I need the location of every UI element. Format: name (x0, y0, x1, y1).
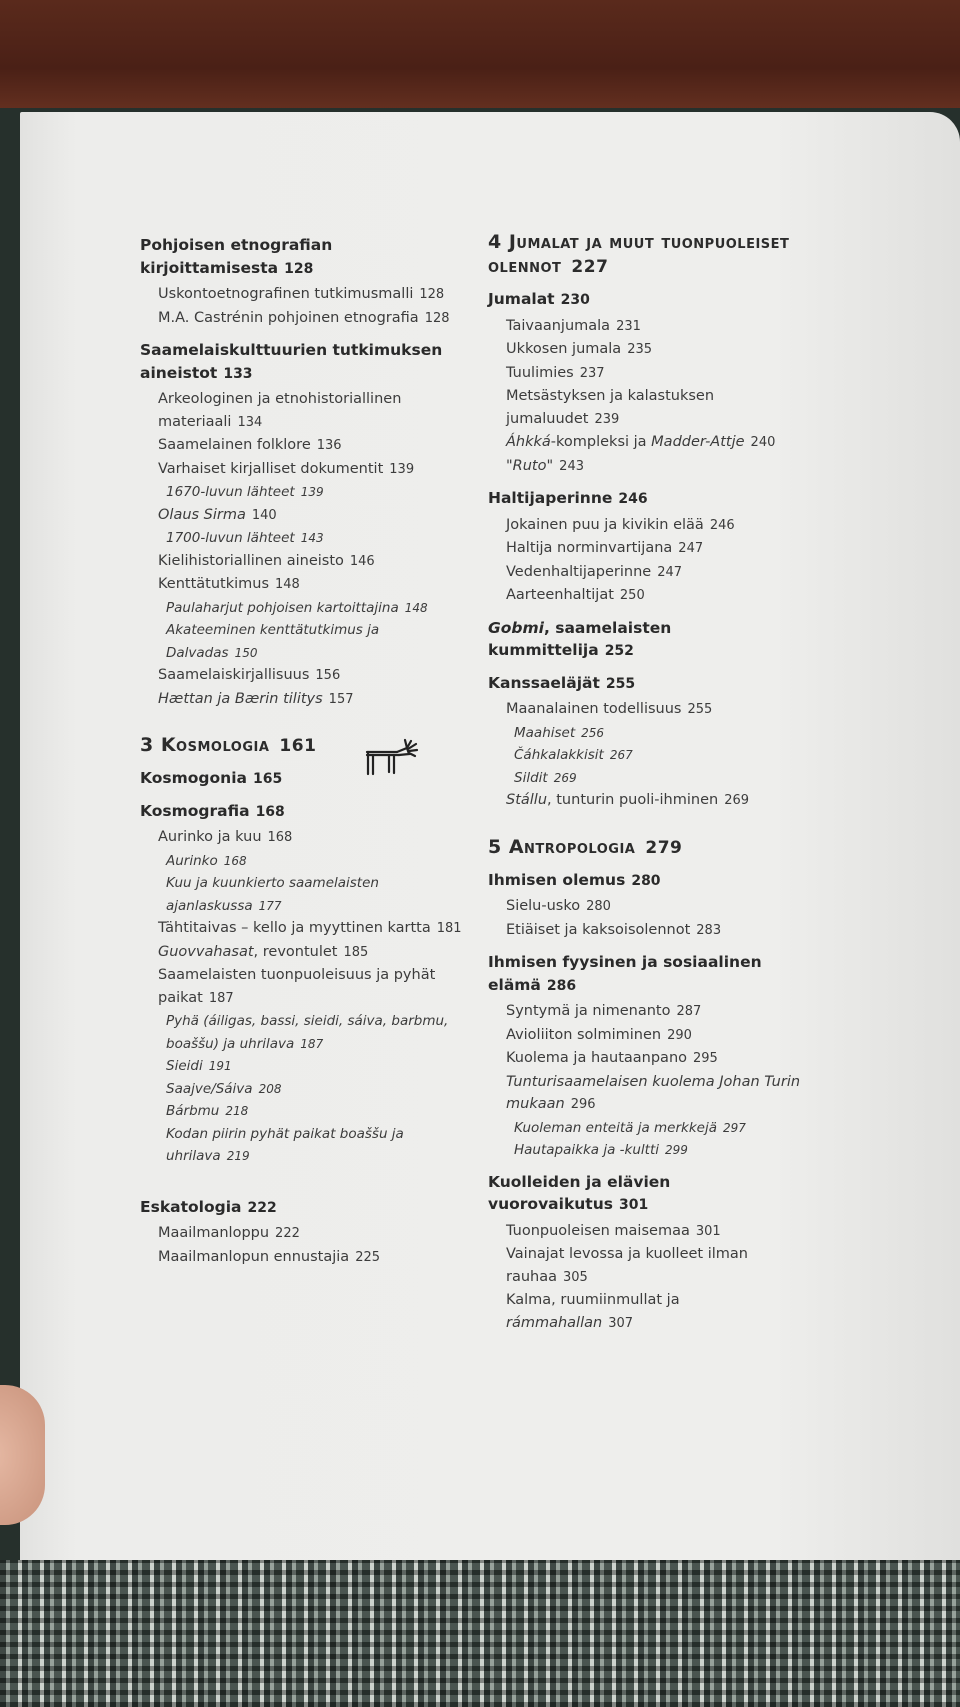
toc-entry-s (488, 338, 806, 362)
toc-entry-s (488, 789, 806, 813)
toc-entry-ss (140, 850, 470, 873)
toc-entry-title: Tuonpuoleisen maisemaa (506, 1222, 690, 1239)
toc-entry-ss (140, 1123, 470, 1168)
toc-entry-title: Sielu-usko (506, 898, 581, 914)
toc-entry-title: Kuolema ja hautaanpano (506, 1050, 688, 1066)
toc-entry-title: 4 Jumalat ja muut tuonpuoleiset olennot (488, 231, 790, 277)
toc-entry-title: Eskatologia (140, 1197, 242, 1216)
toc-entry-h (140, 800, 470, 824)
toc-page-number: 305 (563, 1269, 588, 1285)
toc-entry-title: Saamelaiskulttuurien tutkimuksen aineistot (140, 341, 443, 382)
toc-entry-title: Vedenhaltijaperinne (506, 563, 652, 580)
toc-page-number: 157 (328, 691, 354, 707)
toc-page-number: 280 (631, 872, 661, 889)
toc-entry-ss (140, 1055, 470, 1078)
woven-mat (0, 1560, 960, 1707)
toc-entry-title: Guovvahasat (158, 943, 254, 960)
toc-entry-title: Kenttätutkimus (158, 576, 270, 592)
toc-entry-h (140, 234, 470, 280)
toc-entry-title: Kuoleman enteitä ja merkkejä (514, 1119, 717, 1136)
toc-page-number: 279 (645, 837, 683, 858)
toc-entry-title: Gobmi (488, 618, 544, 637)
toc-page-number: 256 (581, 725, 605, 740)
toc-page-number: 297 (723, 1120, 746, 1135)
toc-entry-title: Aurinko ja kuu (158, 829, 262, 845)
toc-entry-title: Olaus Sirma (158, 506, 246, 523)
toc-page-number: 240 (750, 435, 776, 450)
toc-entry-title: 1670-luvun lähteet (166, 484, 295, 500)
toc-page-number: 218 (225, 1104, 249, 1118)
toc-entry-title: Hautapaikka ja -kultti (514, 1142, 659, 1158)
toc-entry-title: Sieidi (166, 1058, 203, 1074)
toc-entry-s (140, 688, 470, 712)
toc-entry-title: Sildit (514, 769, 548, 786)
toc-page-number: 222 (275, 1226, 300, 1241)
toc-page-number: 140 (251, 507, 277, 523)
toc-entry-s (140, 283, 470, 307)
toc-entry-title: M.A. Castrénin pohjoinen etnografia (158, 309, 419, 326)
toc-page-number: 287 (676, 1004, 702, 1019)
toc-page-number: 290 (667, 1027, 692, 1043)
toc-entry-s (488, 1220, 806, 1244)
toc-entry-s (140, 434, 470, 458)
toc-entry-title: Kanssaeläjät (488, 673, 600, 692)
toc-entry-s (140, 664, 470, 688)
toc-entry-title: Haltijaperinne (488, 489, 613, 507)
toc-entry-title: Kosmografia (140, 801, 250, 820)
toc-entry-h (488, 487, 806, 511)
toc-entry-ss (488, 1139, 806, 1162)
toc-entry-s (140, 964, 470, 1010)
toc-entry-part (488, 230, 806, 279)
toc-page-number: 208 (258, 1081, 282, 1096)
toc-entry-title: Uskontoetnografinen tutkimusmalli (158, 286, 414, 302)
toc-entry-title: Saamelaisten tuonpuoleisuus ja pyhät paikat (158, 967, 436, 1006)
toc-page-number: 128 (424, 310, 450, 326)
toc-entry-title: Saamelaiskirjallisuus (158, 667, 310, 683)
toc-page-number: 269 (724, 793, 750, 808)
toc-entry-s (488, 514, 806, 538)
toc-entry-s (140, 458, 470, 482)
toc-entry-s (140, 1246, 470, 1270)
toc-entry-h (140, 339, 470, 385)
toc-entry-title: Kalma, ruumiinmullat ja (506, 1292, 680, 1308)
toc-entry-title: Kuolleiden ja elävien vuorovaikutus (488, 1172, 671, 1213)
toc-page-number: 246 (618, 491, 648, 507)
toc-entry-title: Etiäiset ja kaksoisolennot (506, 921, 691, 938)
toc-entry-title: , tunturin puoli-ihminen (547, 792, 719, 808)
toc-entry-title: Aarteenhaltijat (506, 587, 614, 603)
toc-entry-title: 1700-luvun lähteet (166, 530, 295, 546)
toc-entry-title: , saamelaisten kummittelija (488, 618, 672, 659)
toc-entry-ss (488, 744, 806, 767)
toc-entry-h (488, 869, 806, 893)
toc-entry-ss (140, 597, 470, 620)
toc-entry-s (488, 315, 806, 339)
toc-page-number: 222 (247, 1199, 277, 1216)
toc-entry-ss (140, 1100, 470, 1123)
toc-entry-s (140, 826, 470, 850)
toc-entry-title: Kodan piirin pyhät paikat boaššu ja uhrilava (166, 1125, 404, 1164)
toc-entry-part (140, 733, 470, 758)
toc-page-number: 227 (571, 257, 609, 277)
toc-entry-s (488, 1243, 806, 1289)
toc-entry-title: 5 Antropologia (488, 835, 636, 858)
toc-entry-s (488, 455, 806, 479)
toc-entry-title: Áhkká (506, 434, 551, 450)
toc-page-number: 161 (279, 736, 317, 756)
toc-entry-title: Saamelainen folklore (158, 437, 311, 453)
toc-page-number: 267 (609, 748, 633, 762)
toc-page-number: 219 (226, 1149, 250, 1163)
toc-entry-ss (140, 481, 470, 504)
toc-page-number: 246 (709, 517, 735, 533)
toc-entry-s (488, 362, 806, 386)
toc-page-number: 187 (208, 990, 234, 1006)
toc-entry-h (140, 1196, 470, 1220)
reindeer-icon (363, 738, 419, 778)
toc-entry-title: Kosmogonia (140, 769, 247, 787)
toc-entry-title: Tähtitaivas – kello ja myyttinen kartta (158, 920, 431, 936)
thumb (0, 1385, 45, 1525)
toc-entry-title: Tunturisaamelaisen kuolema Johan Turin mukaan (506, 1073, 801, 1112)
toc-page-number: 299 (665, 1143, 688, 1157)
toc-entry-s (488, 1024, 806, 1048)
toc-entry-title: Hættan ja Bærin tilitys (158, 690, 323, 707)
toc-entry-s (140, 550, 470, 574)
toc-entry-s (488, 1071, 806, 1117)
toc-page-number: 225 (355, 1249, 381, 1265)
toc-entry-title: Madder-Attje (651, 434, 745, 450)
toc-entry-s (140, 573, 470, 597)
toc-entry-h (488, 951, 806, 997)
toc-entry-title: Aurinko (166, 852, 218, 869)
toc-page-number: 168 (223, 853, 247, 868)
toc-page-number: 133 (223, 365, 253, 382)
toc-page-number: 139 (389, 461, 415, 477)
toc-right-column (488, 230, 806, 1335)
toc-entry-s (140, 388, 470, 434)
toc-entry-title: -kompleksi ja (550, 434, 652, 450)
toc-entry-s (488, 1047, 806, 1071)
toc-page-number: 148 (404, 600, 428, 615)
toc-page-number: 168 (255, 803, 285, 820)
toc-entry-title: Ukkosen jumala (506, 341, 622, 357)
toc-entry-s (488, 385, 806, 431)
toc-page-number: 235 (627, 342, 653, 357)
toc-entry-ss (140, 619, 470, 664)
toc-entry-title: Pohjoisen etnografian kirjoittamisesta (140, 236, 333, 277)
toc-entry-s (140, 1222, 470, 1246)
toc-entry-title: Vainajat levossa ja kuolleet ilman rauhaa (506, 1246, 748, 1285)
toc-entry-h (488, 288, 806, 312)
toc-page-number: 128 (419, 287, 445, 302)
toc-page-number: 243 (559, 458, 584, 474)
toc-page-number: 128 (284, 260, 314, 277)
toc-entry-s (488, 1000, 806, 1024)
toc-entry-title: Kielihistoriallinen aineisto (158, 552, 344, 569)
toc-entry-h (488, 617, 806, 663)
toc-entry-part (488, 835, 806, 860)
toc-page-number: 307 (608, 1315, 634, 1331)
toc-page-number: 252 (604, 643, 634, 659)
toc-page-number: 280 (586, 899, 611, 914)
toc-entry-title: Akateeminen kenttätutkimus ja Dalvadas (166, 622, 380, 661)
toc-page-number: 136 (316, 438, 342, 453)
toc-entry-h (488, 672, 806, 696)
toc-entry-title: Arkeologinen ja etnohistoriallinen materiaali (158, 391, 402, 430)
toc-entry-title: Kuu ja kuunkierto saamelaisten ajanlaskussa (166, 875, 379, 914)
toc-page-number: 139 (300, 485, 324, 499)
toc-entry-title: Maanalainen todellisuus (506, 701, 682, 717)
toc-page-number: 250 (619, 588, 645, 603)
toc-entry-title: Maailmanloppu (158, 1225, 270, 1241)
toc-entry-title: Maahiset (514, 724, 576, 741)
toc-entry-s (488, 537, 806, 561)
toc-page-number: 156 (315, 668, 341, 683)
toc-page-number: 286 (546, 977, 577, 994)
toc-entry-title: Metsästyksen ja kalastuksen jumaluudet (506, 388, 715, 427)
toc-entry-title: Ihmisen fyysinen ja sosiaalinen elämä (488, 953, 762, 994)
toc-entry-title: Maailmanlopun ennustajia (158, 1248, 350, 1265)
toc-entry-h (140, 767, 470, 791)
toc-page-number: 239 (594, 411, 620, 427)
toc-page-number: 134 (237, 414, 263, 430)
toc-page-number: 296 (570, 1097, 596, 1112)
toc-entry-title: Varhaiset kirjalliset dokumentit (158, 460, 384, 477)
toc-entry-ss (140, 527, 470, 550)
toc-entry-title: Syntymä ja nimenanto (506, 1003, 671, 1019)
toc-page-number: 168 (267, 830, 293, 845)
toc-entry-ss (488, 722, 806, 745)
toc-page-number: 247 (678, 541, 704, 556)
toc-entry-title: , revontulet (253, 943, 338, 960)
toc-entry-s (488, 698, 806, 722)
toc-entry-title: rámmahallan (506, 1314, 603, 1331)
toc-page-number: 301 (695, 1223, 721, 1239)
toc-entry-s (140, 504, 470, 528)
toc-page-number: 191 (208, 1059, 232, 1073)
toc-page-number: 247 (657, 564, 683, 580)
toc-entry-title: Avioliiton solmiminen (506, 1026, 662, 1043)
toc-entry-s (140, 917, 470, 941)
toc-entry-title: Bárbmu (166, 1103, 220, 1119)
toc-entry-title: "Ruto" (506, 457, 554, 474)
toc-page-number: 177 (258, 898, 282, 913)
toc-page-number: 148 (275, 577, 300, 592)
toc-entry-s (488, 895, 806, 919)
toc-page-number: 143 (300, 531, 324, 545)
toc-page-number: 231 (616, 318, 641, 334)
toc-entry-title: Ihmisen olemus (488, 870, 626, 889)
toc-entry-ss (488, 1117, 806, 1140)
toc-entry-ss (488, 767, 806, 790)
toc-entry-ss (140, 1010, 470, 1055)
toc-page-number: 255 (687, 702, 713, 717)
toc-entry-s (488, 561, 806, 585)
toc-entry-s (488, 1289, 806, 1335)
toc-page-number: 283 (696, 922, 722, 938)
toc-entry-title: Čáhkalakkisit (514, 747, 604, 763)
toc-entry-title: Paulaharjut pohjoisen kartoittajina (166, 599, 399, 616)
toc-page-number: 185 (343, 944, 369, 960)
toc-entry-s (140, 307, 470, 331)
toc-entry-ss (140, 872, 470, 917)
toc-entry-title: Stállu (506, 792, 548, 808)
toc-page-number: 150 (234, 645, 258, 660)
toc-entry-title: Jumalat (488, 290, 555, 308)
toc-entry-title: Taivaanjumala (506, 317, 611, 334)
toc-page-number: 181 (436, 921, 462, 936)
toc-page-number: 146 (349, 553, 375, 569)
toc-page-number: 255 (605, 675, 636, 692)
toc-entry-h (488, 1171, 806, 1217)
toc-left-column (140, 234, 470, 1269)
toc-entry-title: Pyhä (áiligas, bassi, sieidi, sáiva, barbmu, boaššu) ja uhrilava (166, 1013, 449, 1052)
toc-entry-s (140, 941, 470, 965)
toc-entry-s (488, 584, 806, 608)
toc-entry-title: 3 Kosmologia (140, 734, 270, 756)
toc-page-number: 187 (300, 1036, 324, 1051)
toc-entry-s (488, 919, 806, 943)
toc-page-number: 230 (560, 292, 590, 308)
toc-page-number: 295 (693, 1051, 718, 1066)
toc-entry-title: Saajve/Sáiva (166, 1080, 253, 1097)
toc-page-number: 301 (618, 1197, 649, 1213)
toc-page-number: 237 (579, 365, 605, 381)
toc-page-number: 269 (553, 770, 577, 785)
toc-entry-ss (140, 1078, 470, 1101)
toc-page-number: 165 (252, 771, 283, 787)
toc-entry-title: Jokainen puu ja kivikin elää (506, 516, 704, 533)
toc-entry-s (488, 431, 806, 455)
toc-entry-title: Haltija norminvartijana (506, 540, 673, 556)
toc-entry-title: Tuulimies (506, 364, 574, 381)
